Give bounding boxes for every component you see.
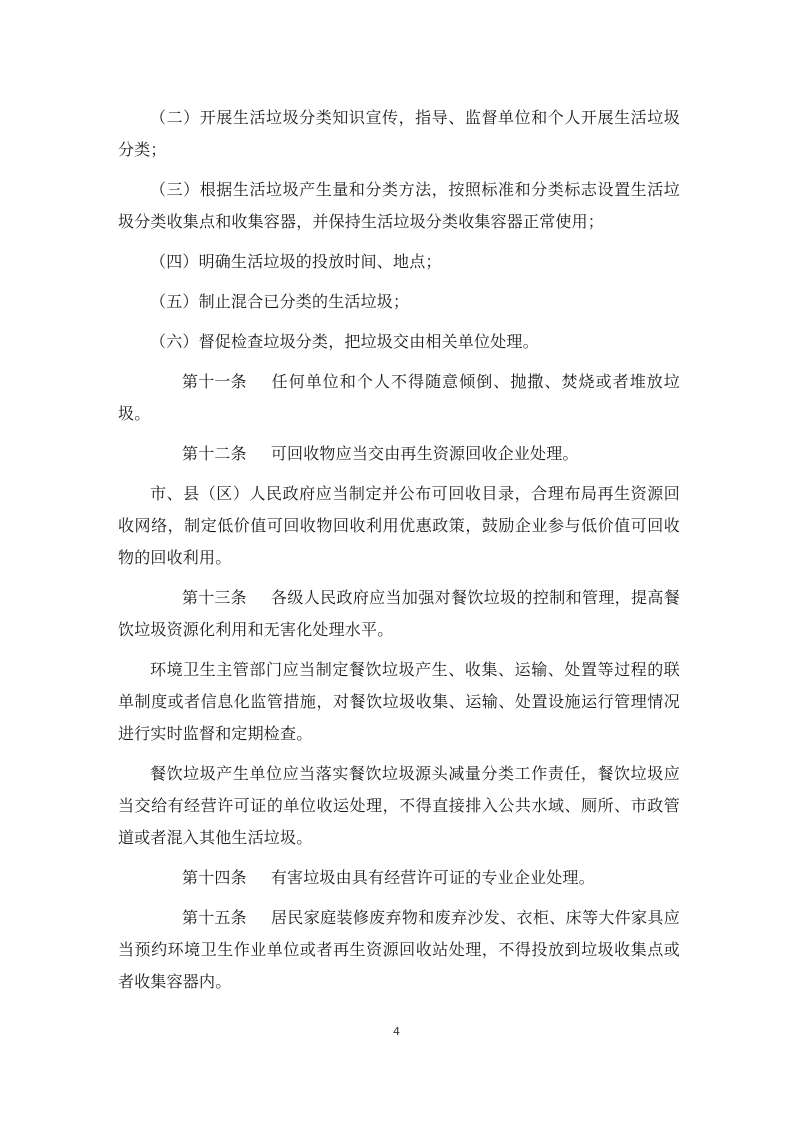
article-13-paragraph-3 <box>118 758 680 854</box>
article-label: 第十三条 <box>182 588 247 607</box>
article-label: 第十四条 <box>182 868 247 887</box>
article-13 <box>118 582 680 646</box>
paragraph-item-3 <box>118 174 680 238</box>
article-15 <box>118 902 680 998</box>
paragraph-item-2 <box>118 102 680 166</box>
article-label: 第十一条 <box>182 372 247 391</box>
paragraph-item-6 <box>118 326 680 358</box>
article-11 <box>118 366 680 430</box>
article-text: 任何单位和个人不得随意倾倒、抛撒、焚烧或者堆放垃圾。 <box>118 372 680 423</box>
article-text: 居民家庭装修废弃物和废弃沙发、衣柜、床等大件家具应当预约环境卫生作业单位或者再生资源回收站处理，不得投放到垃圾收集点或者收集容器内。 <box>118 908 680 991</box>
paragraph-text: （五）制止混合已分类的生活垃圾； <box>150 292 410 311</box>
document-body <box>118 102 680 1006</box>
article-13-paragraph-2 <box>118 654 680 750</box>
article-label: 第十二条 <box>182 444 247 463</box>
paragraph-text: （四）明确生活垃圾的投放时间、地点； <box>150 252 442 271</box>
paragraph-text: （三）根据生活垃圾产生量和分类方法，按照标准和分类标志设置生活垃圾分类收集点和收集容器，并保持生活垃圾分类收集容器正常使用； <box>118 180 680 231</box>
article-12-paragraph-2 <box>118 478 680 574</box>
article-label: 第十五条 <box>182 908 247 927</box>
article-text: 有害垃圾由具有经营许可证的专业企业处理。 <box>270 868 595 887</box>
paragraph-text: （六）督促检查垃圾分类，把垃圾交由相关单位处理。 <box>150 332 539 351</box>
page-number: 4 <box>393 1025 400 1038</box>
article-text: 各级人民政府应当加强对餐饮垃圾的控制和管理，提高餐饮垃圾资源化利用和无害化处理水平。 <box>118 588 680 639</box>
paragraph-text: 餐饮垃圾产生单位应当落实餐饮垃圾源头减量分类工作责任，餐饮垃圾应当交给有经营许可证的单位收运处理，不得直接排入公共水域、厕所、市政管道或者混入其他生活垃圾。 <box>118 764 680 847</box>
paragraph-text: 环境卫生主管部门应当制定餐饮垃圾产生、收集、运输、处置等过程的联单制度或者信息化监管措施，对餐饮垃圾收集、运输、处置设施运行管理情况进行实时监督和定期检查。 <box>118 660 680 743</box>
paragraph-text: 市、县（区）人民政府应当制定并公布可回收目录，合理布局再生资源回收网络，制定低价值可回收物回收利用优惠政策，鼓励企业参与低价值可回收物的回收利用。 <box>118 484 680 567</box>
paragraph-item-4 <box>118 246 680 278</box>
paragraph-text: （二）开展生活垃圾分类知识宣传，指导、监督单位和个人开展生活垃圾分类； <box>118 108 680 159</box>
article-text: 可回收物应当交由再生资源回收企业处理。 <box>270 444 579 463</box>
paragraph-item-5 <box>118 286 680 318</box>
article-12 <box>118 438 680 470</box>
article-14 <box>118 862 680 894</box>
